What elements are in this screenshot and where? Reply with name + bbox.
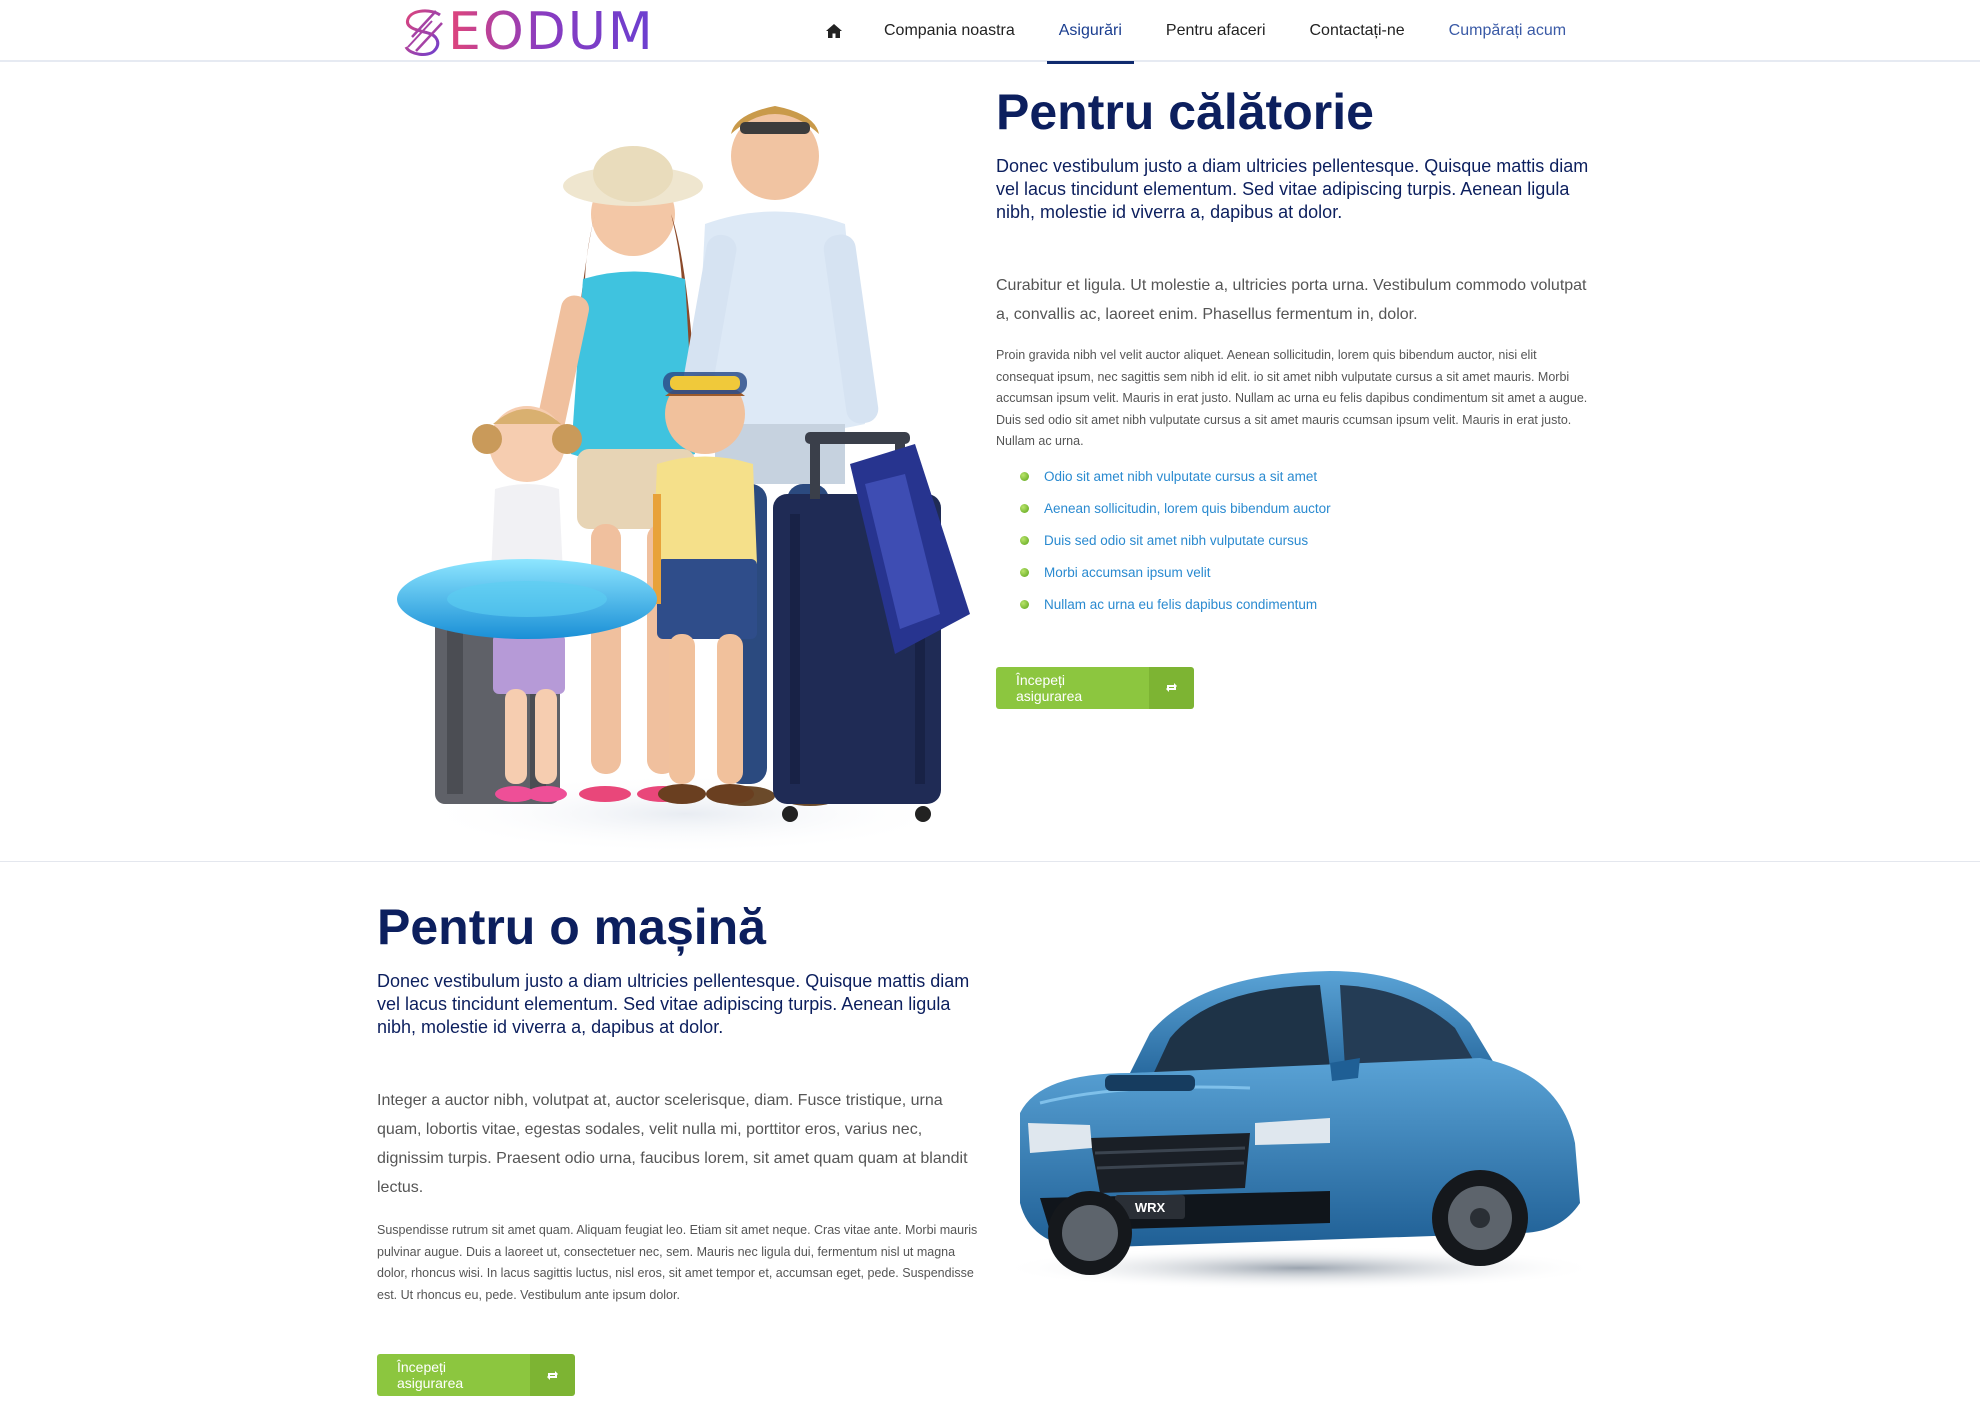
nav-business[interactable]: Pentru afaceri xyxy=(1165,22,1266,39)
car-lead: Donec vestibulum justo a diam ultricies pellentesque. Quisque mattis diam vel lacus tincidunt elementum. Sed vitae adipiscing turpis. Aenean ligula nibh, molestie id viverra a, dapibus at dolor. xyxy=(377,971,970,1037)
nav-insurance[interactable]: Asigurări xyxy=(1037,0,1144,62)
car-text-column xyxy=(377,899,982,1396)
brand-logo[interactable] xyxy=(402,2,655,62)
bullet-text: Odio sit amet nibh vulputate cursus a sit amet xyxy=(1044,469,1318,484)
bullet-dot-icon xyxy=(1020,504,1029,513)
car-paragraph: Integer a auctor nibh, volutpat at, auctor scelerisque, diam. Fusce tristique, urna quam, lobortis vitae, egestas sodales, velit nulla mi, porttitor eros, varius nec, dignissim turpis. Praesent odio urna, faucibus lorem, sit amet quam quam at blandit lectus. xyxy=(377,1092,968,1196)
nav-buy-now[interactable]: Cumpărați acum xyxy=(1448,22,1567,39)
logo-text: EODUM xyxy=(448,2,655,62)
cta-label: Începeți asigurarea xyxy=(996,667,1149,709)
travel-lead: Donec vestibulum justo a diam ultricies pellentesque. Quisque mattis diam vel lacus tincidunt elementum. Sed vitae adipiscing turpis. Aenean ligula nibh, molestie id viverra a, dapibus at dolor. xyxy=(996,156,1589,222)
bullet-dot-icon xyxy=(1020,536,1029,545)
travel-section xyxy=(0,64,1980,862)
bullet-text: Morbi accumsan ipsum velit xyxy=(1044,565,1211,580)
main-nav xyxy=(808,0,1588,62)
travel-small-text: Proin gravida nibh vel velit auctor aliquet. Aenean sollicitudin, lorem quis bibendum auctor, nisi elit consequat ipsum, nec sagittis sem nibh id elit. io sit amet nibh vulputate cursus a sit amet mauris. Morbi accumsan ipsum velit. Mauris in erat justo. Nullam ac urna eu felis dapibus condimentum sit amet a augue. Duis sed odio sit amet nibh vulputate cursus a sit amet mauris ccumsan ipsum velit. Mauris in erat justo. Nullam ac urna. xyxy=(996,348,1588,448)
list-item[interactable] xyxy=(996,557,1596,589)
bullet-text: Nullam ac urna eu felis dapibus condimentum xyxy=(1044,597,1318,612)
travel-paragraph: Curabitur et ligula. Ut molestie a, ultricies porta urna. Vestibulum commodo volutpat a, convallis ac, laoreet enim. Phasellus fermentum in, dolor. xyxy=(996,277,1587,323)
bullet-dot-icon xyxy=(1020,472,1029,481)
travel-title: Pentru călătorie xyxy=(996,84,1374,140)
bullet-text: Duis sed odio sit amet nibh vulputate cursus xyxy=(1044,533,1309,548)
travel-start-insurance-button[interactable] xyxy=(996,667,1194,709)
nav-company[interactable]: Compania noastra xyxy=(884,22,1015,39)
cta-label: Începeți asigurarea xyxy=(377,1354,530,1396)
travel-bullet-list xyxy=(996,461,1596,621)
family-travel-image xyxy=(395,94,970,884)
list-item[interactable] xyxy=(996,461,1596,493)
home-icon xyxy=(826,24,842,38)
list-item[interactable] xyxy=(996,589,1596,621)
car-badge: WRX xyxy=(1134,1200,1166,1215)
nav-home[interactable] xyxy=(808,0,862,62)
bullet-dot-icon xyxy=(1020,568,1029,577)
nav-contact[interactable]: Contactați-ne xyxy=(1309,22,1405,39)
list-item[interactable] xyxy=(996,493,1596,525)
refresh-icon xyxy=(530,1354,575,1396)
car-image xyxy=(1000,963,1600,1293)
travel-text-column xyxy=(996,84,1596,709)
logo-mark-icon xyxy=(402,7,446,57)
site-header xyxy=(0,0,1980,62)
bullet-text: Aenean sollicitudin, lorem quis bibendum auctor xyxy=(1044,501,1331,516)
list-item[interactable] xyxy=(996,525,1596,557)
car-small-text: Suspendisse rutrum sit amet quam. Aliquam feugiat leo. Etiam sit amet neque. Cras vitae ante. Morbi mauris pulvinar augue. Duis a laoreet ut, consectetuer nec, sem. Mauris nec ligula dui, fermentum nisl ut magna dolor, rhoncus wisi. In lacus sagittis luctus, nisl eros, sit amet tempor et, accumsan eget, pede. Suspendisse est. Ut rhoncus eu, pede. Vestibulum ante ipsum dolor. xyxy=(377,1223,978,1302)
car-title: Pentru o mașină xyxy=(377,899,766,955)
car-start-insurance-button[interactable] xyxy=(377,1354,575,1396)
refresh-icon xyxy=(1149,667,1194,709)
bullet-dot-icon xyxy=(1020,600,1029,609)
car-section xyxy=(0,863,1980,1423)
